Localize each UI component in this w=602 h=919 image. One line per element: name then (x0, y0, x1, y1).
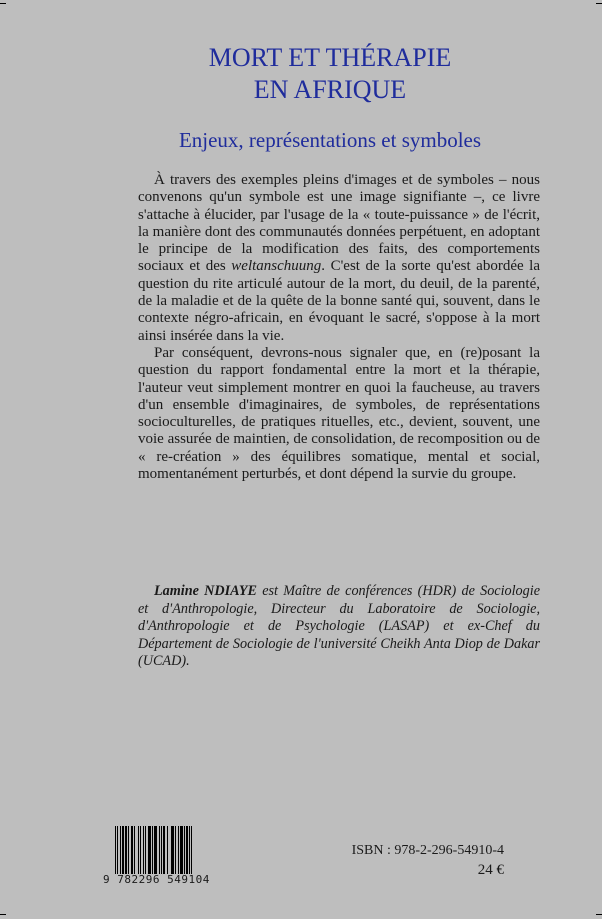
book-title (80, 42, 580, 106)
author-name: Lamine NDIAYE (154, 583, 257, 599)
crop-mark (596, 914, 602, 915)
title-line-1: MORT ET THÉRAPIE (208, 43, 452, 72)
blurb-paragraph-1: À travers des exemples pleins d'images et de symboles – nous convenons qu'un symbole est une image signifiante –, ce livre s'attache à élucider, par l'usage de la « toute-puissance » de l'écrit, la manière dont des communautés données perpétuent, en adoptant le principe de la modification des faits, des comportements sociaux et des weltanschuung. C'est de la sorte qu'est abordée la question du rite articulé autour de la mort, du deuil, de la parenté, de la maladie et de la quête de la bonne santé qui, souvent, dans le contexte négro-africain, en évoquant le sacré, s'oppose à la mort ainsi insérée dans la vie. (138, 172, 541, 344)
italic-term: weltanschuung (231, 258, 322, 275)
blurb-paragraph-2: Par conséquent, devrons-nous signaler que, en (re)posant la question du rapport fondamental entre la mort et la thérapie, l'auteur veut simplement montrer en quoi la faucheuse, au travers d'un ensemble d'imaginaires, de symboles, de représentations socioculturelles, de pratiques rituelles, etc., devient, souvent, une voie assurée de maintien, de consolidation, de recomposition ou de « re-création » des équilibres somatique, mental et social, momentanément perturbés, et dont dépend la survie du groupe. (138, 344, 540, 483)
price: 24 € (477, 862, 504, 878)
title-line-2: EN AFRIQUE (253, 75, 407, 104)
crop-mark (596, 3, 602, 4)
book-subtitle: Enjeux, représentations et symboles (178, 128, 482, 152)
author-bio: Lamine NDIAYE est Maître de conférences (HDR) de Sociologie et d'Anthropologie, Directeur du Laboratoire de Sociologie, d'Anthropologie et de Psychologie (LASAP) et ex-Chef du Département de Sociologie de l'université Cheikh Anta Diop de Dakar (UCAD). (138, 583, 540, 669)
crop-mark (0, 914, 6, 915)
isbn: ISBN : 978-2-296-54910-4 (351, 843, 504, 858)
barcode-bar (192, 826, 193, 874)
crop-mark (0, 3, 6, 4)
barcode (103, 826, 228, 888)
barcode-number: 9 782296 549104 (103, 873, 210, 886)
barcode-bars (115, 826, 225, 874)
blurb (138, 172, 540, 483)
